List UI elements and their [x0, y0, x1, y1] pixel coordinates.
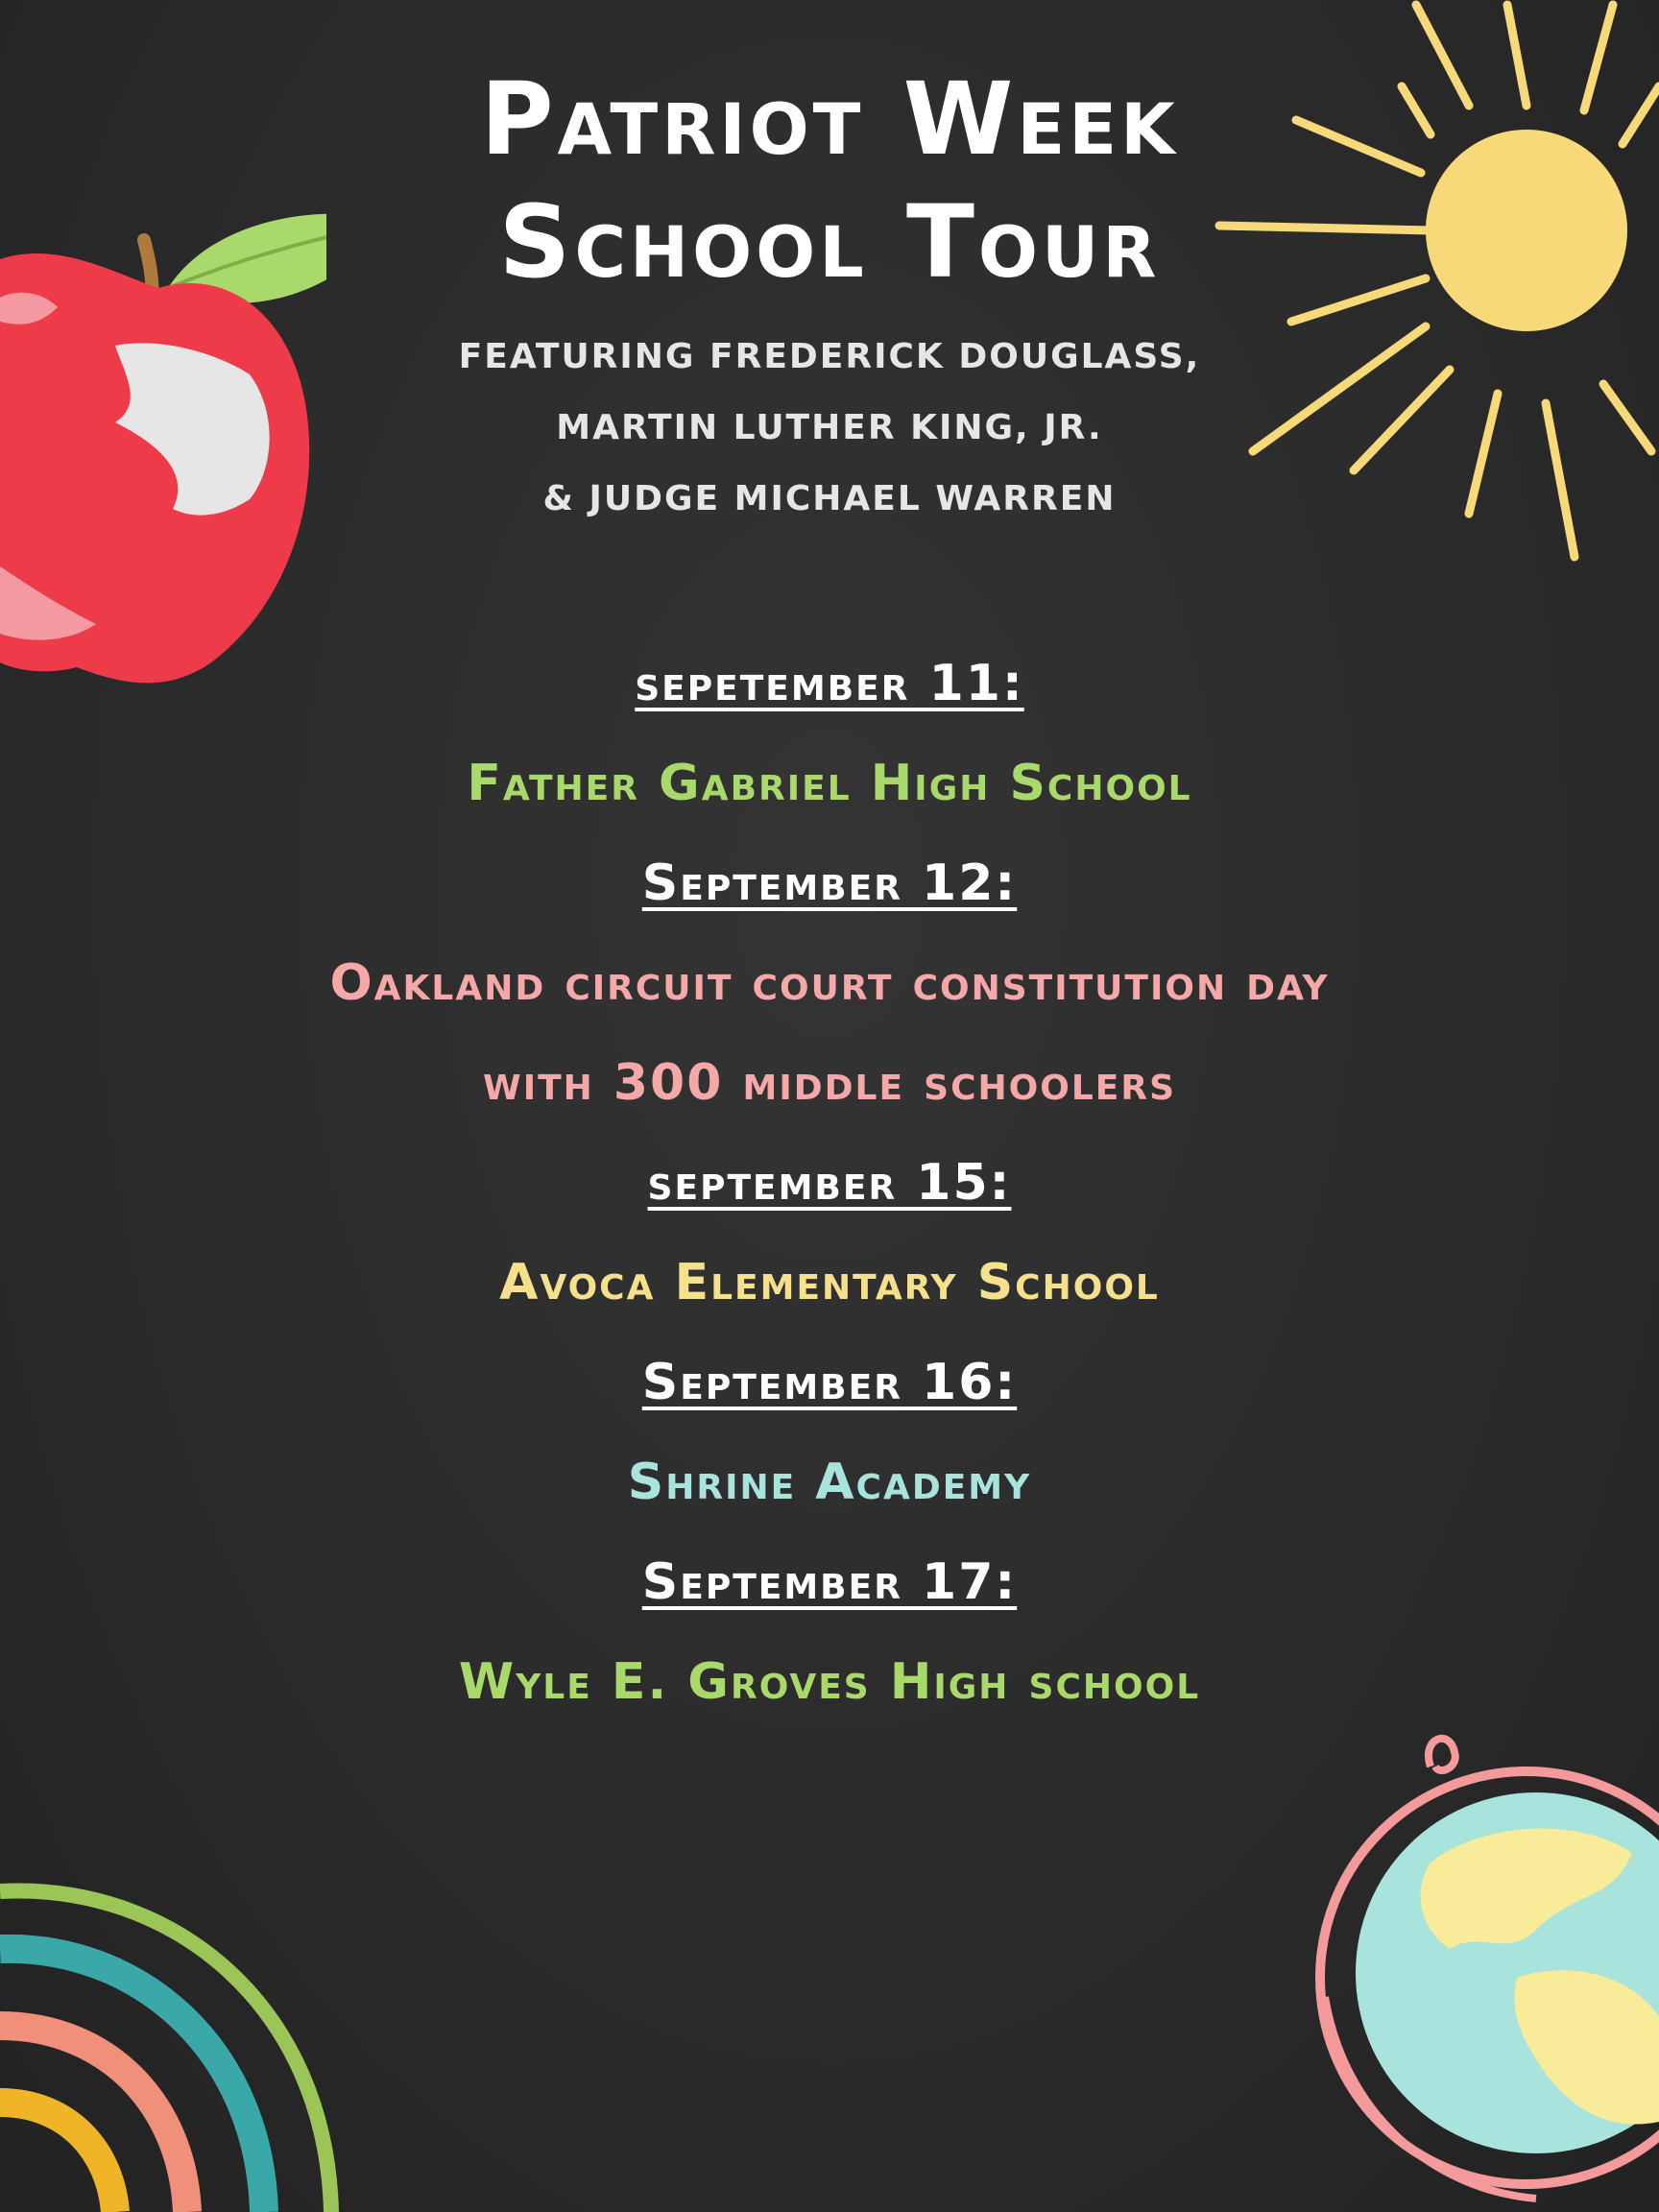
schedule-date-1: sepetember 11: [635, 655, 1024, 712]
schedule-venue-5: Wyle E. Groves High school [458, 1653, 1201, 1711]
schedule-date-5: September 17: [641, 1553, 1018, 1611]
subtitle-line-2: MARTIN LUTHER KING, JR. [556, 408, 1103, 447]
schedule-date-2: September 12: [641, 854, 1018, 912]
page-title [0, 58, 1659, 303]
title-line-1: Patriot Week [480, 60, 1179, 178]
subtitle-line-1: FEATURING FREDERICK DOUGLASS, [458, 337, 1201, 376]
globe-icon [1286, 1709, 1659, 2212]
schedule-venue-1: Father Gabriel High School [467, 755, 1192, 812]
title-line-2: School Tour [498, 183, 1161, 301]
schedule-list [0, 634, 1659, 1732]
schedule-venue-4: Shrine Academy [627, 1454, 1032, 1511]
schedule-venue-2: Oakland circuit court constitution day [329, 954, 1330, 1012]
schedule-date-3: september 15: [647, 1154, 1012, 1212]
schedule-venue-2-detail: with 300 middle schoolers [482, 1054, 1177, 1112]
rainbow-icon [0, 1863, 346, 2212]
schedule-date-4: September 16: [641, 1354, 1018, 1411]
schedule-venue-3: Avoca Elementary School [499, 1254, 1160, 1311]
subtitle [0, 322, 1659, 535]
subtitle-line-3: & JUDGE MICHAEL WARREN [542, 479, 1117, 518]
